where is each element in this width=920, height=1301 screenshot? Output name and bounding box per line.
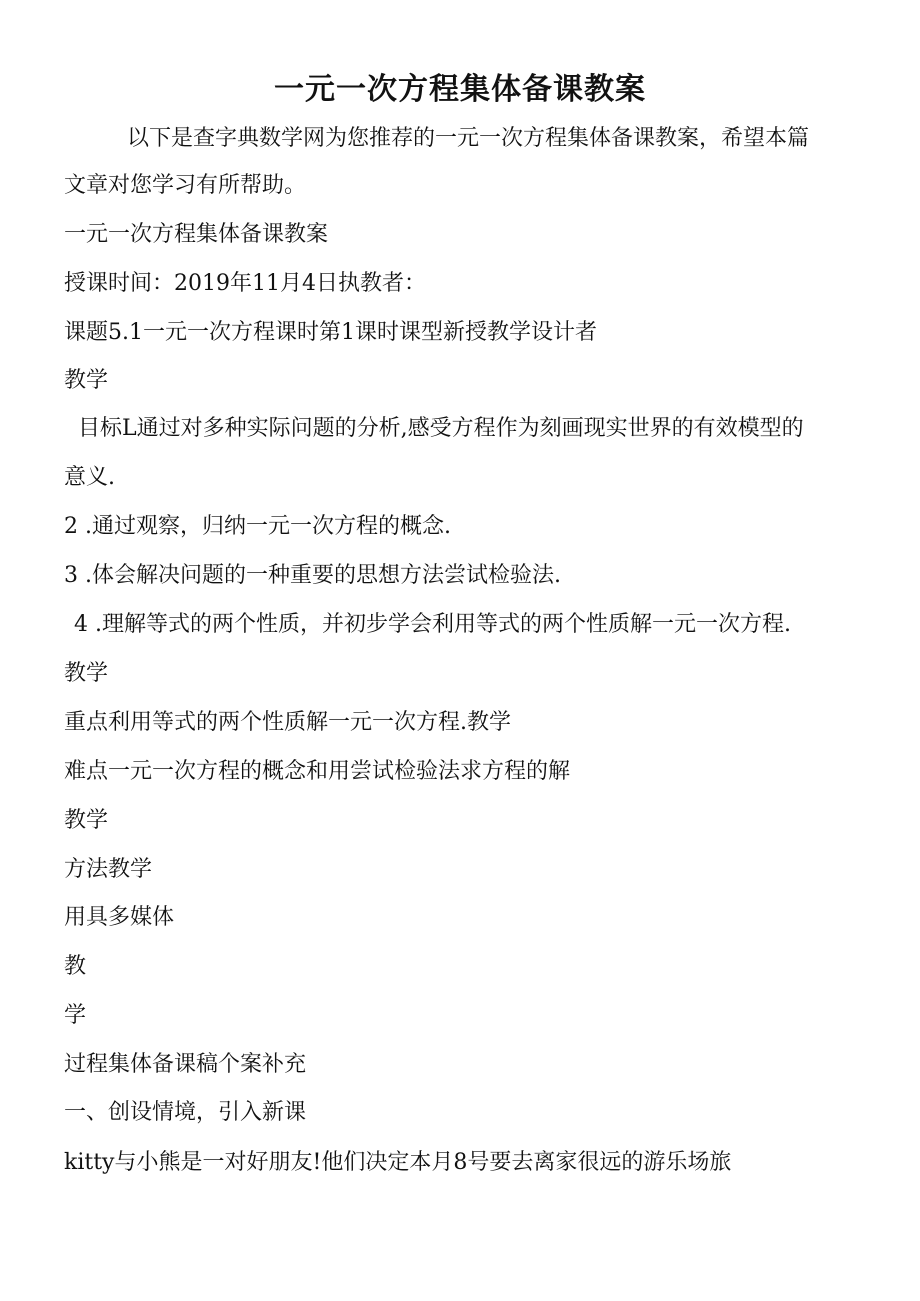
document-title: 一元一次方程集体备课教案 (274, 72, 646, 107)
teaching-char-2: 学 (64, 1003, 87, 1028)
teaching-label-1: 教学 (64, 368, 109, 393)
teaching-char-1: 教 (64, 954, 87, 979)
plan-heading: 一元一次方程集体备课教案 (64, 222, 329, 247)
objective-line-2: 2 .通过观察，归纳一元一次方程的概念. (64, 514, 451, 539)
section-heading-1: 一、创设情境，引入新课 (64, 1100, 307, 1125)
objective-line-1-continued: 意义. (64, 465, 115, 490)
key-point-line: 重点利用等式的两个性质解一元一次方程.教学 (64, 710, 511, 735)
tools-line: 用具多媒体 (64, 905, 175, 930)
lesson-topic-line: 课题5.1一元一次方程课时第1课时课型新授教学设计者 (64, 320, 597, 345)
process-header-line: 过程集体备课稿个案补充 (64, 1052, 307, 1077)
intro-paragraph-line-2: 文章对您学习有所帮助。 (64, 173, 307, 198)
method-line: 方法教学 (64, 857, 153, 882)
teaching-label-3: 教学 (64, 808, 109, 833)
difficulty-line: 难点一元一次方程的概念和用尝试检验法求方程的解 (64, 759, 571, 784)
story-paragraph-line: kitty与小熊是一对好朋友!他们决定本月8号要去离家很远的游乐场旅 (64, 1150, 732, 1175)
objective-line-3: 3 .体会解决问题的一种重要的思想方法尝试检验法. (64, 563, 561, 588)
lesson-time-line: 授课时间：2019年11月4日执教者： (64, 271, 426, 296)
objective-line-4: 4 .理解等式的两个性质，并初步学会利用等式的两个性质解一元一次方程. (74, 612, 791, 637)
objective-line-1: 目标L通过对多种实际问题的分析,感受方程作为刻画现实世界的有效模型的 (78, 416, 804, 441)
teaching-label-2: 教学 (64, 661, 109, 686)
intro-paragraph-line-1: 以下是查字典数学网为您推荐的一元一次方程集体备课教案，希望本篇 (127, 126, 810, 151)
